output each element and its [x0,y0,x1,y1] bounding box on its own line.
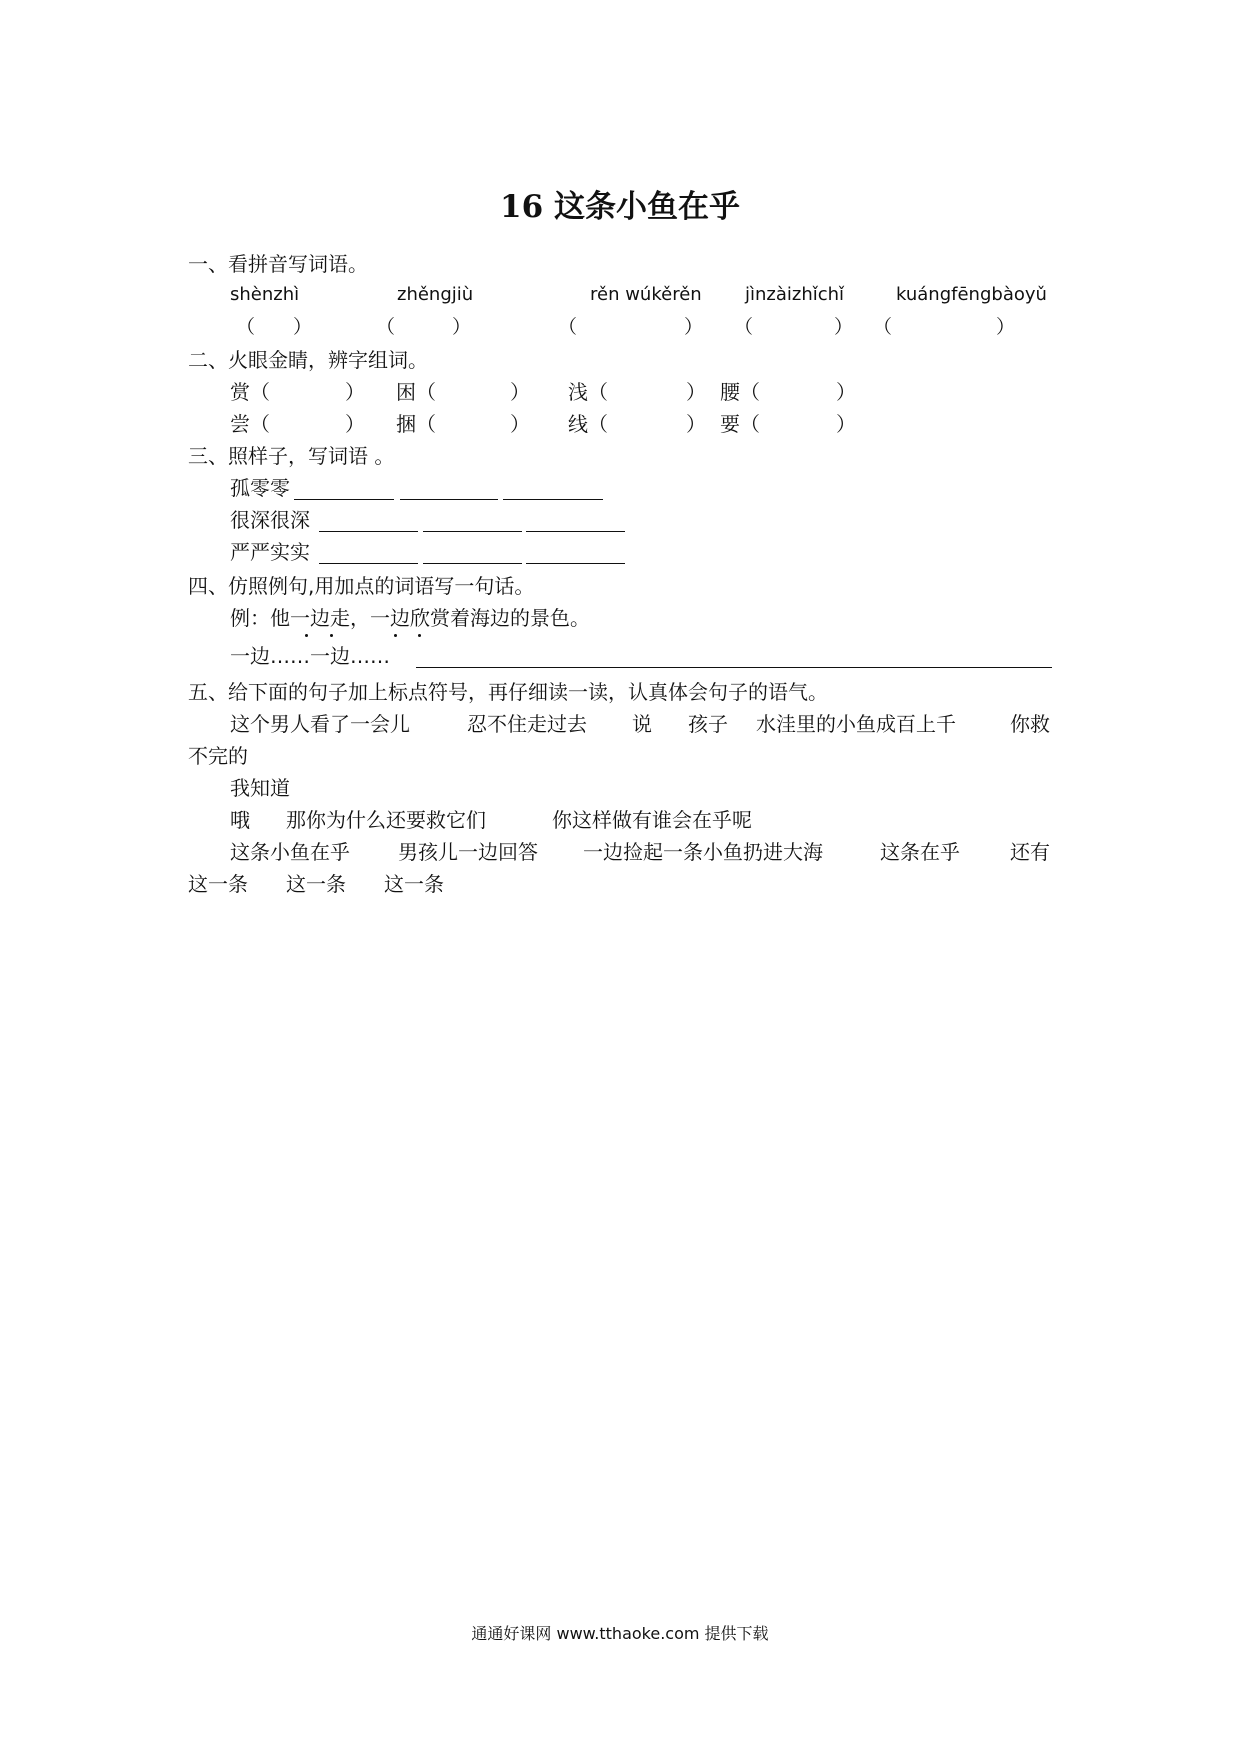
paren-close: ） [345,412,365,436]
pinyin-1: shènzhì [230,284,300,305]
passage-fragment: 你这样做有谁会在乎呢 [552,808,752,832]
answer-blank[interactable] [526,563,625,564]
answer-prefix: 一边……一边…… [230,644,390,668]
answer-blank[interactable] [503,499,603,500]
paren-close: ） [510,380,530,404]
char-pair-4a: 腰（ [720,380,760,404]
section-2-heading: 二、火眼金睛，辨字组词。 [188,348,428,372]
pinyin-2: zhěngjiù [397,284,474,305]
pinyin-4: jìnzàizhǐchǐ [745,284,845,305]
passage-fragment: 孩子 [688,712,728,736]
answer-blank[interactable] [400,499,498,500]
example-word-2: 很深很深 [230,508,310,532]
passage-fragment: 这一条 [286,872,346,896]
paren-close-4: ） [834,316,854,338]
paren-close-1: ） [293,316,313,338]
passage-fragment: 男孩儿一边回答 [398,840,538,864]
emphasis-dot [330,634,333,637]
char-pair-1b: 尝（ [230,412,270,436]
paren-open-2: （ [376,316,396,338]
example-prefix: 例：他 [230,606,290,630]
dotted-word-2: 一边 [370,606,410,630]
answer-blank[interactable] [526,531,625,532]
passage-fragment: 这一条 [188,872,248,896]
char-pair-1a: 赏（ [230,380,270,404]
pinyin-5: kuángfēngbàoyǔ [896,284,1047,305]
passage-fragment: 不完的 [188,744,248,768]
pinyin-3: rěn wúkěrěn [590,284,702,305]
paren-open-1: （ [236,316,256,338]
passage-fragment: 这条小鱼在乎 [230,840,350,864]
paren-close: ） [836,412,856,436]
passage-fragment: 一边捡起一条小鱼扔进大海 [583,840,823,864]
paren-close: ） [686,380,706,404]
answer-blank[interactable] [319,531,418,532]
char-pair-2a: 困（ [396,380,436,404]
passage-fragment: 这一条 [384,872,444,896]
section-5-heading: 五、给下面的句子加上标点符号，再仔细读一读，认真体会句子的语气。 [188,680,828,704]
passage-fragment: 说 [632,712,652,736]
emphasis-dot [418,634,421,637]
emphasis-dot [394,634,397,637]
passage-fragment: 水洼里的小鱼成百上千 [756,712,956,736]
dotted-word-1: 一边 [290,606,330,630]
char-pair-2b: 捆（ [396,412,436,436]
char-pair-3b: 线（ [568,412,608,436]
section-4-heading: 四、仿照例句,用加点的词语写一句话。 [188,574,535,598]
paren-close-3: ） [684,316,704,338]
answer-blank[interactable] [294,499,394,500]
passage-fragment: 我知道 [230,776,290,800]
paren-close: ） [510,412,530,436]
section-1-heading: 一、看拼音写词语。 [188,252,368,276]
page-title: 16 这条小鱼在乎 [500,189,740,225]
emphasis-dot [305,634,308,637]
sentence-answer-line[interactable] [416,667,1052,668]
paren-close-2: ） [452,316,472,338]
paren-open-5: （ [873,316,893,338]
passage-fragment: 这条在乎 [880,840,960,864]
section-3-heading: 三、照样子，写词语 。 [188,444,395,468]
paren-open-4: （ [734,316,754,338]
example-sentence [230,608,590,628]
paren-open-3: （ [558,316,578,338]
passage-fragment: 哦 [230,808,250,832]
example-mid: 走， [330,606,370,630]
char-pair-4b: 要（ [720,412,760,436]
example-word-1: 孤零零 [230,476,290,500]
paren-close: ） [345,380,365,404]
answer-blank[interactable] [423,563,522,564]
char-pair-3a: 浅（ [568,380,608,404]
answer-blank[interactable] [319,563,418,564]
passage-fragment: 还有 [1010,840,1050,864]
answer-blank[interactable] [423,531,522,532]
paren-close: ） [686,412,706,436]
passage-fragment: 那你为什么还要救它们 [286,808,486,832]
footer-credit: 通通好课网 www.tthaoke.com 提供下载 [471,1624,769,1643]
passage-fragment: 你救 [1010,712,1050,736]
paren-close: ） [836,380,856,404]
example-end: 欣赏着海边的景色。 [410,606,590,630]
passage-fragment: 忍不住走过去 [467,712,587,736]
paren-close-5: ） [996,316,1016,338]
passage-fragment: 这个男人看了一会儿 [230,712,410,736]
example-word-3: 严严实实 [230,540,310,564]
